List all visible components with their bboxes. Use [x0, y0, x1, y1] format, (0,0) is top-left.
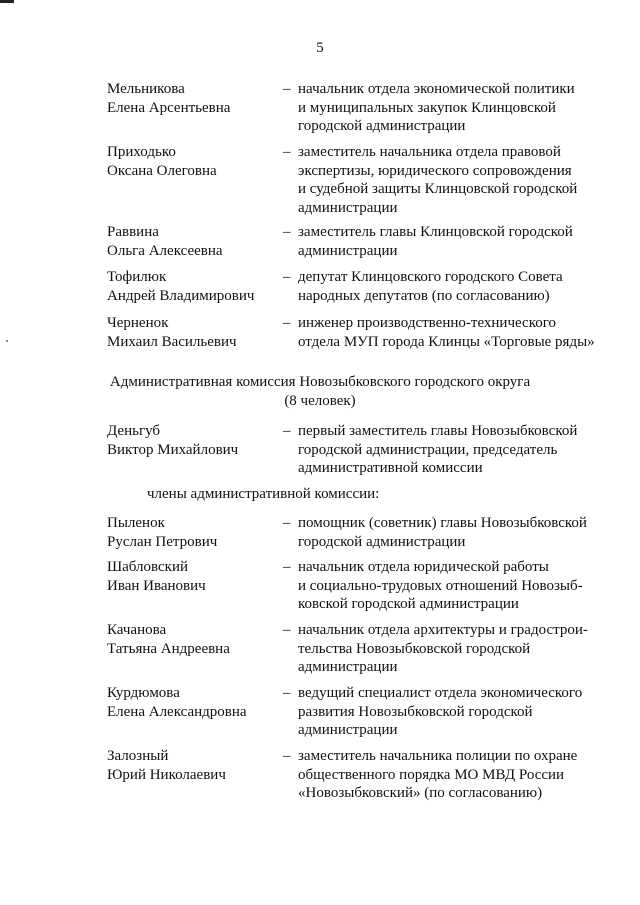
entry-dash: –	[283, 559, 291, 575]
member-role: ведущий специалист отдела экономического развития Новозыбковской городской администрации	[298, 685, 583, 739]
page-number: 5	[316, 40, 324, 56]
member-name: Шабловский Иван Иванович	[107, 559, 206, 594]
entry-dash: –	[283, 315, 291, 331]
entry-dash: –	[283, 748, 291, 764]
entry-dash: –	[283, 423, 291, 439]
chair-name: Деньгуб Виктор Михайлович	[107, 423, 239, 458]
member-name: Качанова Татьяна Андреевна	[107, 622, 230, 657]
entry-dash: –	[283, 622, 291, 638]
member-name: Мельникова Елена Арсентьевна	[107, 81, 231, 116]
chair-role: первый заместитель главы Новозыбковской городской администрации, председатель административной комиссии	[298, 423, 578, 477]
member-name: Залозный Юрий Николаевич	[107, 748, 226, 783]
member-name: Приходько Оксана Олеговна	[107, 144, 217, 179]
entry-dash: –	[283, 269, 291, 285]
entry-dash: –	[283, 515, 291, 531]
member-name: Раввина Ольга Алексеевна	[107, 224, 223, 259]
entry-dash: –	[283, 685, 291, 701]
member-role: депутат Клинцовского городского Совета народных депутатов (по согласованию)	[298, 269, 563, 304]
member-role: помощник (советник) главы Новозыбковской городской администрации	[298, 515, 587, 550]
member-role: заместитель начальника полиции по охране общественного порядка МО МВД России «Новозыбковский» (по согласованию)	[298, 748, 578, 802]
member-role: инженер производственно-технического отдела МУП города Клинцы «Торговые ряды»	[298, 315, 595, 350]
entry-dash: –	[283, 224, 291, 240]
member-role: начальник отдела юридической работы и социально-трудовых отношений Новозыб- ковской городской администрации	[298, 559, 583, 613]
entry-dash: –	[283, 81, 291, 97]
member-role: начальник отдела экономической политики и муниципальных закупок Клинцовской городской администрации	[298, 81, 575, 135]
scan-corner-mark	[0, 0, 14, 3]
scan-margin-mark	[6, 340, 8, 342]
member-role: заместитель начальника отдела правовой экспертизы, юридического сопровождения и судебной защиты Клинцовской городской администрации	[298, 144, 578, 216]
member-name: Пыленок Руслан Петрович	[107, 515, 218, 550]
member-role: заместитель главы Клинцовской городской администрации	[298, 224, 573, 259]
commission-heading: Административная комиссия Новозыбковского городского округа (8 человек)	[109, 374, 531, 409]
entry-dash: –	[283, 144, 291, 160]
member-name: Курдюмова Елена Александровна	[107, 685, 247, 720]
member-name: Тофилюк Андрей Владимирович	[107, 269, 255, 304]
members-label: члены административной комиссии:	[147, 486, 380, 502]
member-role: начальник отдела архитектуры и градострои- тельства Новозыбковской городской администрации	[298, 622, 588, 676]
member-name: Черненок Михаил Васильевич	[107, 315, 237, 350]
